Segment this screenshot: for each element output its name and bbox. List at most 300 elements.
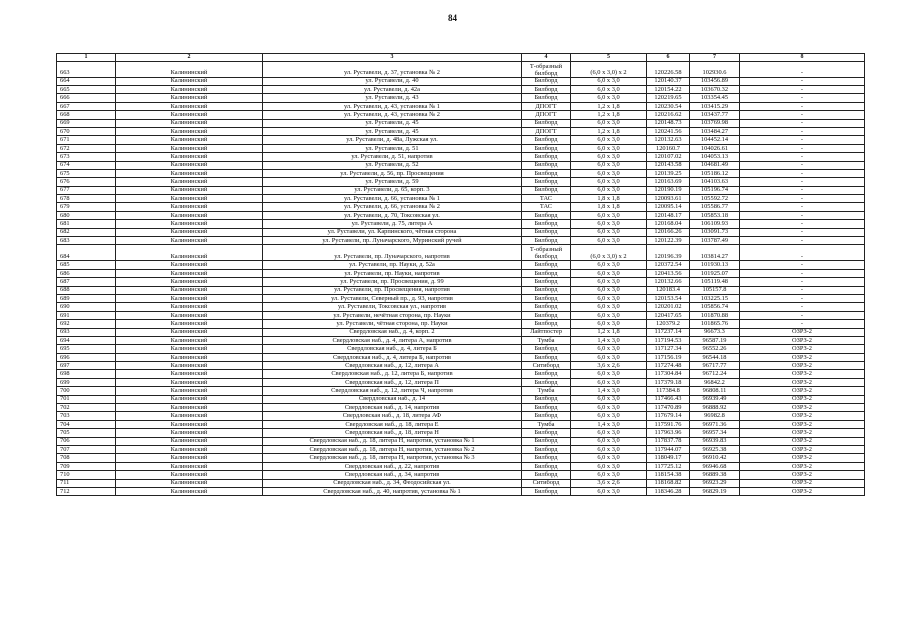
structure-type-cell: Билборд xyxy=(522,144,571,152)
coord-y-cell: 105186.12 xyxy=(690,169,740,177)
size-cell: (6,0 х 3,0) х 2 xyxy=(571,245,647,261)
table-row xyxy=(57,437,865,445)
zone-cell: - xyxy=(740,169,865,177)
district-cell: Калининский xyxy=(116,387,263,395)
row-number-cell: 695 xyxy=(57,345,116,353)
district-cell: Калининский xyxy=(116,228,263,236)
district-cell: Калининский xyxy=(116,220,263,228)
zone-cell: - xyxy=(740,220,865,228)
coord-x-cell: 118049.17 xyxy=(647,454,690,462)
zone-cell: - xyxy=(740,286,865,294)
size-cell: 6,0 х 3,0 xyxy=(571,345,647,353)
table-row xyxy=(57,127,865,135)
coord-x-cell: 117379.18 xyxy=(647,378,690,386)
structure-type-cell: Тумба xyxy=(522,336,571,344)
coord-y-cell: 96829.19 xyxy=(690,487,740,495)
structure-type-cell: Тумба xyxy=(522,420,571,428)
coord-y-cell: 105592.72 xyxy=(690,195,740,203)
district-cell: Калининский xyxy=(116,370,263,378)
coord-x-cell: 117591.76 xyxy=(647,420,690,428)
district-cell: Калининский xyxy=(116,245,263,261)
row-number-cell: 704 xyxy=(57,420,116,428)
coord-x-cell: 120154.22 xyxy=(647,85,690,93)
structure-type-cell: Билборд xyxy=(522,85,571,93)
coord-x-cell: 120196.39 xyxy=(647,245,690,261)
table-row xyxy=(57,429,865,437)
size-cell: 1,8 х 1,8 xyxy=(571,203,647,211)
zone-cell: - xyxy=(740,269,865,277)
zone-cell: ОЗРЗ-2 xyxy=(740,479,865,487)
coord-x-cell: 117725.12 xyxy=(647,462,690,470)
zone-cell: - xyxy=(740,77,865,85)
coord-y-cell: 105853.18 xyxy=(690,211,740,219)
column-header: 5 xyxy=(571,54,647,62)
zone-cell: ОЗРЗ-2 xyxy=(740,471,865,479)
coord-y-cell: 105119.48 xyxy=(690,278,740,286)
address-cell: ул. Руставели, пр. Науки, напротив xyxy=(263,269,522,277)
address-cell: ул. Руставели, пр. Луначарского, напротив xyxy=(263,245,522,261)
address-cell: Свердловская наб., д. 18, литера Н, напротив, установка № 1 xyxy=(263,437,522,445)
table-row xyxy=(57,119,865,127)
row-number-cell: 665 xyxy=(57,85,116,93)
coord-x-cell: 117156.19 xyxy=(647,353,690,361)
row-number-cell: 700 xyxy=(57,387,116,395)
coord-x-cell: 120183.4 xyxy=(647,286,690,294)
address-cell: ул. Руставели, д. 45 xyxy=(263,119,522,127)
address-cell: Свердловская наб., д. 18, литера Н, напротив, установка № 2 xyxy=(263,446,522,454)
address-cell: ул. Руставели, пр. Просвещения, д. 99 xyxy=(263,278,522,286)
address-cell: ул. Руставели, пр. Науки, д. 52а xyxy=(263,261,522,269)
structure-type-cell: Билборд xyxy=(522,136,571,144)
coord-x-cell: 117304.84 xyxy=(647,370,690,378)
coord-y-cell: 103437.77 xyxy=(690,111,740,119)
size-cell: 6,0 х 3,0 xyxy=(571,487,647,495)
table-row xyxy=(57,144,865,152)
zone-cell: ОЗРЗ-2 xyxy=(740,336,865,344)
district-cell: Калининский xyxy=(116,328,263,336)
size-cell: 6,0 х 3,0 xyxy=(571,294,647,302)
address-cell: ул. Руставели, д. 42а xyxy=(263,85,522,93)
structure-type-cell: Билборд xyxy=(522,169,571,177)
size-cell: 6,0 х 3,0 xyxy=(571,320,647,328)
table-row xyxy=(57,237,865,245)
table-row xyxy=(57,420,865,428)
coord-y-cell: 104026.61 xyxy=(690,144,740,152)
table-row xyxy=(57,77,865,85)
zone-cell: ОЗРЗ-2 xyxy=(740,462,865,470)
table-row xyxy=(57,328,865,336)
coord-x-cell: 120379.2 xyxy=(647,320,690,328)
structure-type-cell: Билборд xyxy=(522,370,571,378)
district-cell: Калининский xyxy=(116,479,263,487)
coord-x-cell: 120107.02 xyxy=(647,153,690,161)
district-cell: Калининский xyxy=(116,454,263,462)
table-row xyxy=(57,479,865,487)
structure-type-cell: Билборд xyxy=(522,487,571,495)
table-row xyxy=(57,345,865,353)
address-cell: ул. Руставели, ул. Карпинского, чётная сторона xyxy=(263,228,522,236)
coord-x-cell: 120166.26 xyxy=(647,228,690,236)
table-row xyxy=(57,311,865,319)
row-number-cell: 680 xyxy=(57,211,116,219)
column-header: 8 xyxy=(740,54,865,62)
address-cell: ул. Руставели, д. 56, пр. Просвещения xyxy=(263,169,522,177)
district-cell: Калининский xyxy=(116,353,263,361)
address-cell: ул. Руставели, чётная сторона, пр. Науки xyxy=(263,320,522,328)
zone-cell: - xyxy=(740,178,865,186)
coord-x-cell: 120143.58 xyxy=(647,161,690,169)
district-cell: Калининский xyxy=(116,395,263,403)
structure-type-cell: Билборд xyxy=(522,437,571,445)
size-cell: 6,0 х 3,0 xyxy=(571,303,647,311)
zone-cell: - xyxy=(740,111,865,119)
table-row xyxy=(57,286,865,294)
size-cell: (6,0 х 3,0) х 2 xyxy=(571,61,647,77)
zone-cell: - xyxy=(740,102,865,110)
size-cell: 6,0 х 3,0 xyxy=(571,446,647,454)
zone-cell: - xyxy=(740,153,865,161)
row-number-cell: 711 xyxy=(57,479,116,487)
coord-y-cell: 105157.8 xyxy=(690,286,740,294)
coord-y-cell: 96971.36 xyxy=(690,420,740,428)
district-cell: Калининский xyxy=(116,294,263,302)
district-cell: Калининский xyxy=(116,420,263,428)
address-cell: ул. Руставели, Токсовская ул., напротив xyxy=(263,303,522,311)
coord-y-cell: 96842.2 xyxy=(690,378,740,386)
structure-type-cell: Билборд xyxy=(522,153,571,161)
address-cell: Свердловская наб., д. 12, литера А xyxy=(263,362,522,370)
row-number-cell: 690 xyxy=(57,303,116,311)
table-row xyxy=(57,111,865,119)
table-row xyxy=(57,261,865,269)
structure-type-cell: Ситиборд xyxy=(522,479,571,487)
coord-x-cell: 117963.96 xyxy=(647,429,690,437)
row-number-cell: 685 xyxy=(57,261,116,269)
district-cell: Калининский xyxy=(116,61,263,77)
size-cell: 3,6 х 2,6 xyxy=(571,479,647,487)
address-cell: Свердловская наб., д. 14, напротив xyxy=(263,404,522,412)
table-row xyxy=(57,186,865,194)
district-cell: Калининский xyxy=(116,178,263,186)
address-cell: ул. Руставели, д. 45 xyxy=(263,127,522,135)
zone-cell: - xyxy=(740,237,865,245)
zone-cell: - xyxy=(740,228,865,236)
coord-y-cell: 96923.29 xyxy=(690,479,740,487)
zone-cell: - xyxy=(740,245,865,261)
coord-x-cell: 120093.61 xyxy=(647,195,690,203)
coord-y-cell: 103225.15 xyxy=(690,294,740,302)
district-cell: Калининский xyxy=(116,462,263,470)
row-number-cell: 705 xyxy=(57,429,116,437)
district-cell: Калининский xyxy=(116,161,263,169)
district-cell: Калининский xyxy=(116,311,263,319)
column-header: 7 xyxy=(690,54,740,62)
coord-x-cell: 117679.14 xyxy=(647,412,690,420)
coord-y-cell: 104103.63 xyxy=(690,178,740,186)
row-number-cell: 707 xyxy=(57,446,116,454)
size-cell: 1,2 х 1,8 xyxy=(571,111,647,119)
size-cell: 6,0 х 3,0 xyxy=(571,119,647,127)
size-cell: 6,0 х 3,0 xyxy=(571,237,647,245)
structure-type-cell: Билборд xyxy=(522,294,571,302)
coord-x-cell: 117237.14 xyxy=(647,328,690,336)
zone-cell: ОЗРЗ-2 xyxy=(740,446,865,454)
district-cell: Калининский xyxy=(116,429,263,437)
row-number-cell: 712 xyxy=(57,487,116,495)
coord-x-cell: 120201.02 xyxy=(647,303,690,311)
coord-y-cell: 96544.18 xyxy=(690,353,740,361)
structure-type-cell: ТАС xyxy=(522,203,571,211)
district-cell: Калининский xyxy=(116,195,263,203)
row-number-cell: 688 xyxy=(57,286,116,294)
coord-y-cell: 96982.8 xyxy=(690,412,740,420)
structure-type-cell: Билборд xyxy=(522,345,571,353)
zone-cell: - xyxy=(740,186,865,194)
structure-type-cell: Билборд xyxy=(522,311,571,319)
size-cell: 6,0 х 3,0 xyxy=(571,462,647,470)
address-cell: ул. Руставели, д. 75, литера А xyxy=(263,220,522,228)
size-cell: 6,0 х 3,0 xyxy=(571,186,647,194)
district-cell: Калининский xyxy=(116,412,263,420)
coord-x-cell: 120417.65 xyxy=(647,311,690,319)
size-cell: 1,2 х 1,8 xyxy=(571,102,647,110)
coord-y-cell: 101925.07 xyxy=(690,269,740,277)
district-cell: Калининский xyxy=(116,94,263,102)
row-number-cell: 706 xyxy=(57,437,116,445)
zone-cell: - xyxy=(740,311,865,319)
coord-x-cell: 120230.54 xyxy=(647,102,690,110)
address-cell: ул. Руставели, нечётная сторона, пр. Науки xyxy=(263,311,522,319)
size-cell: 6,0 х 3,0 xyxy=(571,144,647,152)
row-number-cell: 691 xyxy=(57,311,116,319)
column-header: 3 xyxy=(263,54,522,62)
district-cell: Калининский xyxy=(116,278,263,286)
coord-y-cell: 103091.73 xyxy=(690,228,740,236)
district-cell: Калининский xyxy=(116,111,263,119)
table-row xyxy=(57,462,865,470)
column-header: 1 xyxy=(57,54,116,62)
structure-type-cell: ДПОГТ xyxy=(522,102,571,110)
row-number-cell: 682 xyxy=(57,228,116,236)
table-row xyxy=(57,370,865,378)
structure-type-cell: Билборд xyxy=(522,303,571,311)
row-number-cell: 701 xyxy=(57,395,116,403)
address-cell: ул. Руставели, д. 66, установка № 2 xyxy=(263,203,522,211)
coord-y-cell: 105856.74 xyxy=(690,303,740,311)
table-row xyxy=(57,269,865,277)
coord-y-cell: 96808.11 xyxy=(690,387,740,395)
row-number-cell: 693 xyxy=(57,328,116,336)
address-cell: Свердловская наб., д. 40, напротив, установка № 1 xyxy=(263,487,522,495)
row-number-cell: 702 xyxy=(57,404,116,412)
zone-cell: ОЗРЗ-2 xyxy=(740,487,865,495)
address-cell: Свердловская наб., д. 12, литера Б, напротив xyxy=(263,370,522,378)
coord-y-cell: 96957.34 xyxy=(690,429,740,437)
address-cell: Свердловская наб., д. 4, литера Б, напротив xyxy=(263,353,522,361)
zone-cell: ОЗРЗ-2 xyxy=(740,345,865,353)
zone-cell: - xyxy=(740,211,865,219)
zone-cell: - xyxy=(740,294,865,302)
size-cell: 6,0 х 3,0 xyxy=(571,269,647,277)
zone-cell: - xyxy=(740,195,865,203)
coord-y-cell: 96587.19 xyxy=(690,336,740,344)
zone-cell: ОЗРЗ-2 xyxy=(740,429,865,437)
row-number-cell: 686 xyxy=(57,269,116,277)
column-header: 6 xyxy=(647,54,690,62)
table-row xyxy=(57,136,865,144)
address-cell: ул. Руставели, д. 52 xyxy=(263,161,522,169)
size-cell: 6,0 х 3,0 xyxy=(571,94,647,102)
row-number-cell: 671 xyxy=(57,136,116,144)
table-row xyxy=(57,153,865,161)
coord-x-cell: 118346.28 xyxy=(647,487,690,495)
address-cell: ул. Руставели, д. 51 xyxy=(263,144,522,152)
coord-x-cell: 120372.54 xyxy=(647,261,690,269)
address-cell: Свердловская наб., д. 34, Феодосийская ул. xyxy=(263,479,522,487)
table-row xyxy=(57,336,865,344)
size-cell: 6,0 х 3,0 xyxy=(571,228,647,236)
row-number-cell: 696 xyxy=(57,353,116,361)
coord-y-cell: 96889.38 xyxy=(690,471,740,479)
size-cell: 6,0 х 3,0 xyxy=(571,353,647,361)
structure-type-cell: Билборд xyxy=(522,278,571,286)
size-cell: 6,0 х 3,0 xyxy=(571,437,647,445)
coord-y-cell: 96939.83 xyxy=(690,437,740,445)
table-row xyxy=(57,446,865,454)
row-number-cell: 708 xyxy=(57,454,116,462)
coord-y-cell: 103456.89 xyxy=(690,77,740,85)
coord-x-cell: 120160.7 xyxy=(647,144,690,152)
structure-type-cell: Билборд xyxy=(522,77,571,85)
header-row xyxy=(57,54,865,62)
coord-y-cell: 103415.29 xyxy=(690,102,740,110)
row-number-cell: 666 xyxy=(57,94,116,102)
zone-cell: ОЗРЗ-2 xyxy=(740,387,865,395)
size-cell: 1,8 х 1,8 xyxy=(571,195,647,203)
coord-y-cell: 101870.88 xyxy=(690,311,740,319)
address-cell: ул. Руставели, д. 70, Токсовская ул. xyxy=(263,211,522,219)
structure-type-cell: Билборд xyxy=(522,454,571,462)
structure-type-cell: Билборд xyxy=(522,261,571,269)
row-number-cell: 663 xyxy=(57,61,116,77)
address-cell: Свердловская наб., д. 18, литера АФ xyxy=(263,412,522,420)
address-cell: Свердловская наб., д. 4, корп. 2 xyxy=(263,328,522,336)
size-cell: 6,0 х 3,0 xyxy=(571,454,647,462)
row-number-cell: 692 xyxy=(57,320,116,328)
district-cell: Калининский xyxy=(116,345,263,353)
table-row xyxy=(57,303,865,311)
size-cell: 6,0 х 3,0 xyxy=(571,220,647,228)
row-number-cell: 672 xyxy=(57,144,116,152)
row-number-cell: 683 xyxy=(57,237,116,245)
structure-type-cell: Билборд xyxy=(522,211,571,219)
table-row xyxy=(57,178,865,186)
coord-y-cell: 104053.13 xyxy=(690,153,740,161)
district-cell: Калининский xyxy=(116,85,263,93)
address-cell: Свердловская наб., д. 22, напротив xyxy=(263,462,522,470)
table-row xyxy=(57,378,865,386)
coord-y-cell: 96939.49 xyxy=(690,395,740,403)
structure-type-cell: Билборд xyxy=(522,161,571,169)
coord-y-cell: 104681.49 xyxy=(690,161,740,169)
coord-x-cell: 120216.62 xyxy=(647,111,690,119)
column-header: 2 xyxy=(116,54,263,62)
coord-x-cell: 118168.82 xyxy=(647,479,690,487)
address-cell: Свердловская наб., д. 18, литера Н, напротив, установка № 3 xyxy=(263,454,522,462)
zone-cell: ОЗРЗ-2 xyxy=(740,378,865,386)
coord-y-cell: 96925.38 xyxy=(690,446,740,454)
district-cell: Калининский xyxy=(116,169,263,177)
structure-type-cell: Билборд xyxy=(522,237,571,245)
row-number-cell: 699 xyxy=(57,378,116,386)
table-row xyxy=(57,454,865,462)
column-header: 4 xyxy=(522,54,571,62)
row-number-cell: 694 xyxy=(57,336,116,344)
table-row xyxy=(57,203,865,211)
district-cell: Калининский xyxy=(116,237,263,245)
structure-type-cell: Билборд xyxy=(522,462,571,470)
coord-y-cell: 96717.77 xyxy=(690,362,740,370)
structure-type-cell: ТАС xyxy=(522,195,571,203)
structure-type-cell: Билборд xyxy=(522,404,571,412)
structure-type-cell: Билборд xyxy=(522,220,571,228)
district-cell: Калининский xyxy=(116,404,263,412)
row-number-cell: 678 xyxy=(57,195,116,203)
district-cell: Калининский xyxy=(116,303,263,311)
structure-type-cell: Т-образный билборд xyxy=(522,61,571,77)
row-number-cell: 668 xyxy=(57,111,116,119)
table-row xyxy=(57,94,865,102)
structure-type-cell: Билборд xyxy=(522,395,571,403)
coord-y-cell: 105586.77 xyxy=(690,203,740,211)
coord-y-cell: 105196.74 xyxy=(690,186,740,194)
address-cell: ул. Руставели, пр. Просвещения, напротив xyxy=(263,286,522,294)
size-cell: 6,0 х 3,0 xyxy=(571,278,647,286)
size-cell: 1,2 х 1,8 xyxy=(571,127,647,135)
district-cell: Калининский xyxy=(116,261,263,269)
registry-table xyxy=(56,53,865,496)
size-cell: 6,0 х 3,0 xyxy=(571,261,647,269)
structure-type-cell: Лайтпостер xyxy=(522,328,571,336)
district-cell: Калининский xyxy=(116,119,263,127)
coord-x-cell: 117127.34 xyxy=(647,345,690,353)
address-cell: Свердловская наб., д. 4, литера Б xyxy=(263,345,522,353)
district-cell: Калининский xyxy=(116,286,263,294)
coord-y-cell: 103670.32 xyxy=(690,85,740,93)
structure-type-cell: Ситиборд xyxy=(522,362,571,370)
structure-type-cell: Тумба xyxy=(522,387,571,395)
structure-type-cell: ДПОГТ xyxy=(522,111,571,119)
size-cell: 6,0 х 3,0 xyxy=(571,378,647,386)
district-cell: Калининский xyxy=(116,378,263,386)
row-number-cell: 709 xyxy=(57,462,116,470)
table-row xyxy=(57,228,865,236)
address-cell: ул. Руставели, д. 43, установка № 1 xyxy=(263,102,522,110)
coord-y-cell: 96888.92 xyxy=(690,404,740,412)
address-cell: ул. Руставели, д. 37, установка № 2 xyxy=(263,61,522,77)
table-row xyxy=(57,387,865,395)
coord-x-cell: 120132.66 xyxy=(647,278,690,286)
zone-cell: - xyxy=(740,61,865,77)
zone-cell: - xyxy=(740,161,865,169)
coord-y-cell: 103484.27 xyxy=(690,127,740,135)
table-row xyxy=(57,362,865,370)
table-row xyxy=(57,412,865,420)
structure-type-cell: Билборд xyxy=(522,353,571,361)
coord-y-cell: 104452.14 xyxy=(690,136,740,144)
district-cell: Калининский xyxy=(116,153,263,161)
address-cell: ул. Руставели, д. 59 xyxy=(263,178,522,186)
